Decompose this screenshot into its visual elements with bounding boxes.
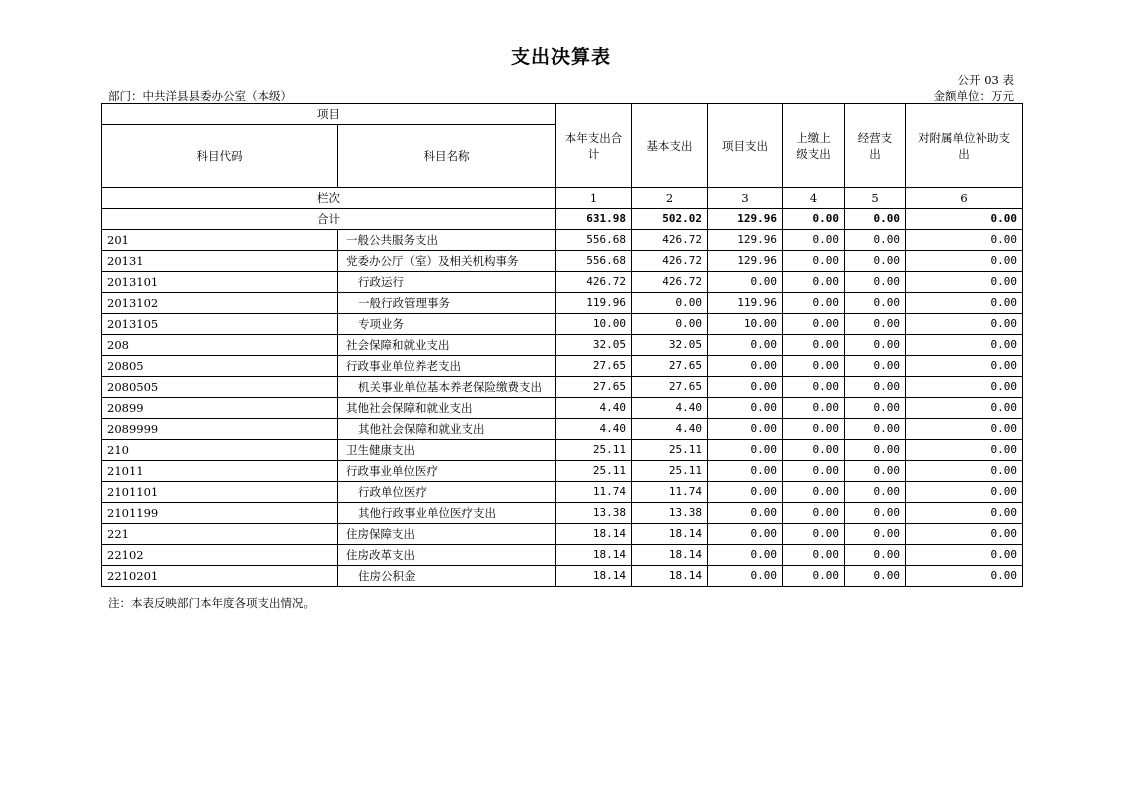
amount-cell: 0.00 [783, 461, 845, 482]
amount-cell: 0.00 [906, 482, 1023, 503]
subject-name: 社会保障和就业支出 [338, 335, 556, 356]
table-row [102, 524, 1023, 545]
amount-cell: 10.00 [556, 314, 632, 335]
amount-cell: 0.00 [906, 356, 1023, 377]
amount-cell: 0.00 [845, 566, 906, 587]
subject-code: 2080505 [102, 377, 338, 398]
amount-cell: 13.38 [556, 503, 632, 524]
subject-name: 党委办公厅（室）及相关机构事务 [338, 251, 556, 272]
amount-cell: 556.68 [556, 230, 632, 251]
table-row [102, 545, 1023, 566]
amount-cell: 18.14 [632, 545, 708, 566]
subject-code: 2210201 [102, 566, 338, 587]
amount-cell: 25.11 [556, 461, 632, 482]
subject-code: 2101101 [102, 482, 338, 503]
subject-code: 221 [102, 524, 338, 545]
subject-name: 一般行政管理事务 [338, 293, 556, 314]
amount-cell: 0.00 [783, 377, 845, 398]
amount-cell: 0.00 [708, 377, 783, 398]
table-row [102, 377, 1023, 398]
amount-cell: 18.14 [632, 524, 708, 545]
amount-cell: 25.11 [632, 440, 708, 461]
amount-cell: 0.00 [906, 314, 1023, 335]
amount-cell: 0.00 [783, 293, 845, 314]
amount-cell: 0.00 [783, 440, 845, 461]
table-row [102, 440, 1023, 461]
report-title: 支出决算表 [510, 46, 611, 68]
amount-cell: 0.00 [708, 566, 783, 587]
amount-cell: 0.00 [783, 503, 845, 524]
amount-cell: 0.00 [845, 251, 906, 272]
total-label: 合计 [102, 209, 556, 230]
total-value: 0.00 [845, 209, 906, 230]
amount-cell: 119.96 [556, 293, 632, 314]
subject-name: 专项业务 [338, 314, 556, 335]
subject-code: 201 [102, 230, 338, 251]
amount-unit-label: 金额单位：万元 [933, 89, 1014, 103]
table-row [102, 251, 1023, 272]
amount-cell: 4.40 [632, 419, 708, 440]
header-name: 科目名称 [338, 125, 556, 188]
total-value: 502.02 [632, 209, 708, 230]
subject-code: 20805 [102, 356, 338, 377]
subject-name: 卫生健康支出 [338, 440, 556, 461]
amount-cell: 426.72 [632, 251, 708, 272]
subject-code: 2101199 [102, 503, 338, 524]
amount-cell: 119.96 [708, 293, 783, 314]
amount-cell: 0.00 [783, 251, 845, 272]
subject-name: 行政单位医疗 [338, 482, 556, 503]
amount-cell: 0.00 [906, 461, 1023, 482]
header-basic: 基本支出 [632, 104, 708, 188]
amount-cell: 0.00 [845, 230, 906, 251]
table-row [102, 356, 1023, 377]
total-value: 0.00 [783, 209, 845, 230]
subject-code: 22102 [102, 545, 338, 566]
subject-code: 210 [102, 440, 338, 461]
amount-cell: 18.14 [556, 545, 632, 566]
amount-cell: 0.00 [906, 524, 1023, 545]
amount-cell: 0.00 [783, 230, 845, 251]
amount-cell: 0.00 [708, 419, 783, 440]
subject-name: 一般公共服务支出 [338, 230, 556, 251]
subject-name: 住房公积金 [338, 566, 556, 587]
subject-code: 20899 [102, 398, 338, 419]
column-index-cell: 5 [845, 188, 906, 209]
amount-cell: 0.00 [708, 335, 783, 356]
amount-cell: 0.00 [906, 377, 1023, 398]
amount-cell: 0.00 [708, 545, 783, 566]
subject-code: 208 [102, 335, 338, 356]
form-number: 公开 03 表 [957, 73, 1014, 87]
table-row [102, 482, 1023, 503]
table-row [102, 461, 1023, 482]
amount-cell: 0.00 [783, 398, 845, 419]
total-value: 631.98 [556, 209, 632, 230]
amount-cell: 27.65 [556, 356, 632, 377]
amount-cell: 18.14 [556, 566, 632, 587]
amount-cell: 0.00 [845, 524, 906, 545]
header-item: 项目 [102, 104, 556, 125]
column-index-row [102, 188, 1023, 209]
amount-cell: 11.74 [556, 482, 632, 503]
total-row [102, 209, 1023, 230]
amount-cell: 0.00 [845, 503, 906, 524]
table-row [102, 398, 1023, 419]
amount-cell: 0.00 [845, 377, 906, 398]
amount-cell: 0.00 [845, 545, 906, 566]
subject-name: 行政事业单位养老支出 [338, 356, 556, 377]
amount-cell: 0.00 [783, 314, 845, 335]
header-code: 科目代码 [102, 125, 338, 188]
amount-cell: 0.00 [845, 482, 906, 503]
amount-cell: 129.96 [708, 230, 783, 251]
amount-cell: 0.00 [708, 461, 783, 482]
amount-cell: 0.00 [845, 314, 906, 335]
amount-cell: 129.96 [708, 251, 783, 272]
amount-cell: 0.00 [906, 335, 1023, 356]
amount-cell: 0.00 [783, 566, 845, 587]
column-index-cell: 4 [783, 188, 845, 209]
table-header [102, 104, 1023, 230]
amount-cell: 0.00 [906, 545, 1023, 566]
amount-cell: 11.74 [632, 482, 708, 503]
amount-cell: 0.00 [708, 503, 783, 524]
table-row [102, 272, 1023, 293]
header-project: 项目支出 [708, 104, 783, 188]
amount-cell: 27.65 [556, 377, 632, 398]
amount-cell: 426.72 [632, 272, 708, 293]
amount-cell: 18.14 [632, 566, 708, 587]
column-index-cell: 2 [632, 188, 708, 209]
amount-cell: 0.00 [845, 398, 906, 419]
table-row [102, 230, 1023, 251]
amount-cell: 0.00 [783, 419, 845, 440]
subject-name: 其他社会保障和就业支出 [338, 398, 556, 419]
amount-cell: 13.38 [632, 503, 708, 524]
column-index-cell: 1 [556, 188, 632, 209]
amount-cell: 0.00 [783, 335, 845, 356]
amount-cell: 0.00 [906, 503, 1023, 524]
header-subsidy: 对附属单位补助支出 [906, 104, 1023, 188]
amount-cell: 0.00 [708, 356, 783, 377]
amount-cell: 18.14 [556, 524, 632, 545]
subject-name: 住房保障支出 [338, 524, 556, 545]
amount-cell: 27.65 [632, 356, 708, 377]
table-row [102, 566, 1023, 587]
amount-cell: 0.00 [845, 272, 906, 293]
department-label: 部门：中共洋县县委办公室（本级） [108, 89, 292, 103]
header-upper: 上缴上级支出 [783, 104, 845, 188]
column-index-label: 栏次 [102, 188, 556, 209]
amount-cell: 0.00 [708, 440, 783, 461]
expenditure-table [101, 103, 1023, 587]
amount-cell: 0.00 [906, 251, 1023, 272]
subject-name: 机关事业单位基本养老保险缴费支出 [338, 377, 556, 398]
amount-cell: 0.00 [708, 398, 783, 419]
amount-cell: 32.05 [556, 335, 632, 356]
subject-code: 2013105 [102, 314, 338, 335]
amount-cell: 426.72 [632, 230, 708, 251]
table-row [102, 503, 1023, 524]
amount-cell: 0.00 [632, 293, 708, 314]
header-total: 本年支出合计 [556, 104, 632, 188]
amount-cell: 25.11 [632, 461, 708, 482]
column-index-cell: 6 [906, 188, 1023, 209]
subject-code: 2013102 [102, 293, 338, 314]
table-body [102, 230, 1023, 587]
subject-name: 行政运行 [338, 272, 556, 293]
amount-cell: 0.00 [708, 272, 783, 293]
amount-cell: 4.40 [632, 398, 708, 419]
subject-name: 行政事业单位医疗 [338, 461, 556, 482]
amount-cell: 556.68 [556, 251, 632, 272]
total-value: 129.96 [708, 209, 783, 230]
amount-cell: 0.00 [845, 419, 906, 440]
amount-cell: 10.00 [708, 314, 783, 335]
table-row [102, 335, 1023, 356]
amount-cell: 4.40 [556, 419, 632, 440]
subject-code: 20131 [102, 251, 338, 272]
subject-code: 2089999 [102, 419, 338, 440]
amount-cell: 0.00 [708, 524, 783, 545]
amount-cell: 0.00 [906, 272, 1023, 293]
amount-cell: 32.05 [632, 335, 708, 356]
amount-cell: 0.00 [783, 356, 845, 377]
amount-cell: 0.00 [632, 314, 708, 335]
table-note: 注：本表反映部门本年度各项支出情况。 [108, 596, 315, 610]
subject-name: 其他行政事业单位医疗支出 [338, 503, 556, 524]
table-row [102, 314, 1023, 335]
amount-cell: 27.65 [632, 377, 708, 398]
amount-cell: 0.00 [783, 545, 845, 566]
amount-cell: 0.00 [906, 293, 1023, 314]
amount-cell: 0.00 [906, 440, 1023, 461]
subject-name: 住房改革支出 [338, 545, 556, 566]
amount-cell: 0.00 [783, 524, 845, 545]
header-business: 经营支出 [845, 104, 906, 188]
amount-cell: 426.72 [556, 272, 632, 293]
subject-name: 其他社会保障和就业支出 [338, 419, 556, 440]
column-index-cell: 3 [708, 188, 783, 209]
amount-cell: 0.00 [845, 293, 906, 314]
subject-code: 21011 [102, 461, 338, 482]
amount-cell: 0.00 [708, 482, 783, 503]
table-row [102, 419, 1023, 440]
amount-cell: 0.00 [845, 356, 906, 377]
amount-cell: 0.00 [783, 272, 845, 293]
total-value: 0.00 [906, 209, 1023, 230]
amount-cell: 0.00 [783, 482, 845, 503]
amount-cell: 0.00 [906, 398, 1023, 419]
amount-cell: 0.00 [845, 440, 906, 461]
table-row [102, 293, 1023, 314]
amount-cell: 0.00 [906, 230, 1023, 251]
amount-cell: 0.00 [845, 335, 906, 356]
subject-code: 2013101 [102, 272, 338, 293]
amount-cell: 4.40 [556, 398, 632, 419]
amount-cell: 0.00 [845, 461, 906, 482]
amount-cell: 25.11 [556, 440, 632, 461]
amount-cell: 0.00 [906, 566, 1023, 587]
amount-cell: 0.00 [906, 419, 1023, 440]
